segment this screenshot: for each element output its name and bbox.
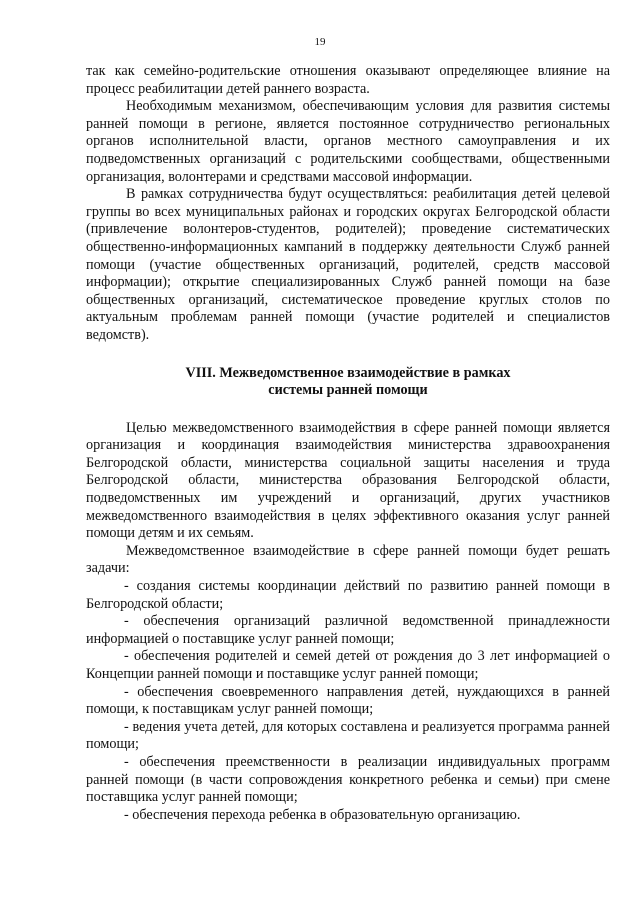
task-item: - ведения учета детей, для которых составлена и реализуется программа ранней помощи; [86,718,610,753]
task-item: - обеспечения перехода ребенка в образовательную организацию. [124,806,521,823]
section-heading-line: системы ранней помощи [268,382,428,399]
paragraph: так как семейно-родительские отношения оказывают определяющее влияние на процесс реабилитации детей раннего возраста. [86,63,610,97]
paragraph: Целью межведомственного взаимодействия в сфере ранней помощи является организация и координация взаимодействия министерства здравоохранения Белгородской области, министерства социальной защиты населения и труда Белгородской области, министерства образования Белгородской области, подведомственных им учреждений и организаций, других участников межведомственного взаимодействия в целях эффективного оказания услуг ранней помощи детям и их семьям. [86,419,610,542]
document-body [86,63,610,824]
task-item: - обеспечения своевременного направления детей, нуждающихся в ранней помощи, к поставщикам услуг ранней помощи; [86,683,610,718]
paragraph: В рамках сотрудничества будут осуществляться: реабилитация детей целевой группы во всех муниципальных районах и городских округах Белгородской области (привлечение волонтеров-студентов, родителей); проведение систематических общественно-информационных кампаний в поддержку деятельности Служб ранней помощи (участие общественных организаций, родителей, средств массовой информации); открытие специализированных Служб ранней помощи на базе общественных организаций, систематическое проведение круглых столов по актуальным проблемам ранней помощи (участие родителей и специалистов ведомств). [86,186,610,343]
paragraph: Необходимым механизмом, обеспечивающим условия для развития системы ранней помощи в регионе, является постоянное сотрудничество региональных органов исполнительной власти, органов местного самоуправления и их подведомственных организаций с родительскими сообществами, общественными организация, волонтерами и средствами массовой информации. [86,98,610,185]
task-item: - обеспечения организаций различной ведомственной принадлежности информацией о поставщике услуг ранней помощи; [86,613,610,647]
task-item: - создания системы координации действий по развитию ранней помощи в Белгородской области; [86,578,610,612]
section-heading-line: VIII. Межведомственное взаимодействие в рамках [185,364,511,381]
task-item: - обеспечения родителей и семей детей от рождения до 3 лет информацией о Концепции ранней помощи и поставщике услуг ранней помощи; [86,648,610,682]
section-heading [86,365,610,400]
task-item: - обеспечения преемственности в реализации индивидуальных программ ранней помощи (в части сопровождения конкретного ребенка и семьи) при смене поставщика услуг ранней помощи; [86,753,610,806]
paragraph: Межведомственное взаимодействие в сфере ранней помощи будет решать задачи: [86,542,610,577]
page-number: 19 [314,36,326,48]
